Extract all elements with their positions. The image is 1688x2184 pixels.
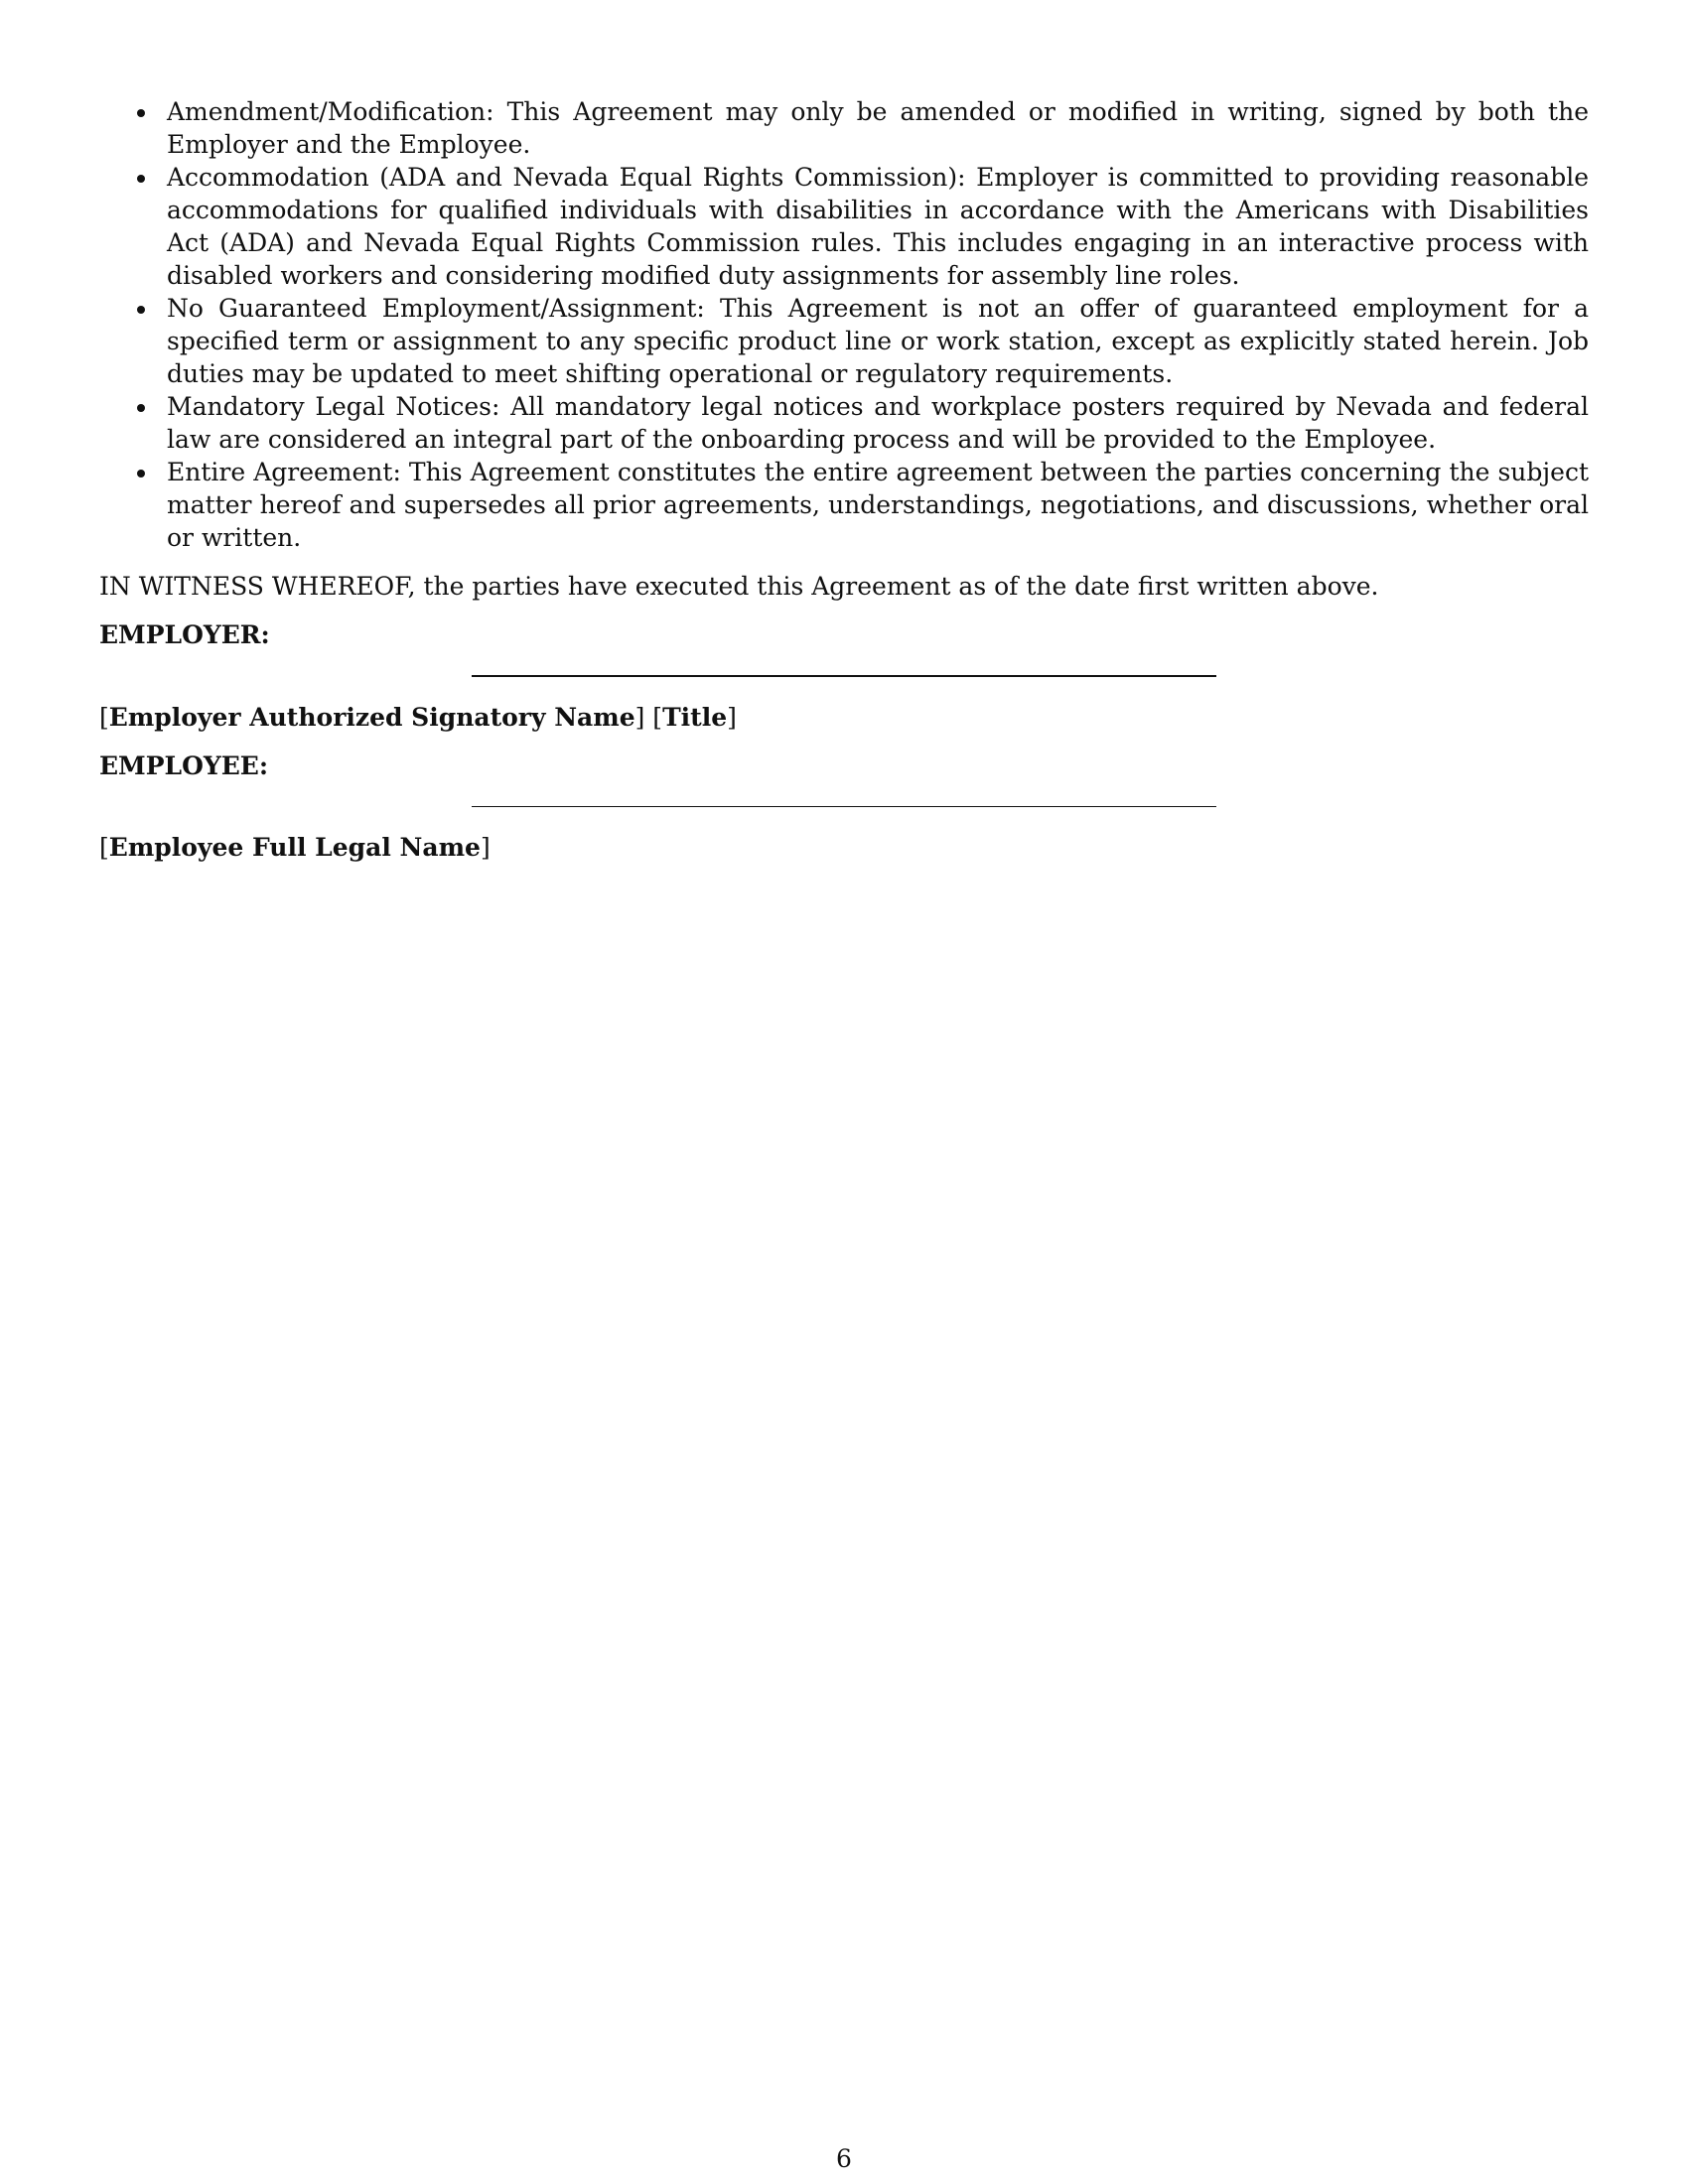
employer-title-placeholder: Title [662,703,728,732]
employer-name-placeholder: Employer Authorized Signatory Name [108,703,635,732]
list-item [99,292,1589,390]
bullet-icon [137,109,145,117]
term-text: No Guaranteed Employment/Assignment: This Agreement is not an offer of guaranteed employment for a specified term or assignment to any specific product line or work station, except as explicitly stated herein. Job duties may be updated to meet shifting operational or regulatory requirements. [167,294,1589,388]
witness-statement: IN WITNESS WHEREOF, the parties have executed this Agreement as of the date first written above. [99,572,1379,601]
term-text: Mandatory Legal Notices: All mandatory legal notices and workplace posters required by Nevada and federal law are considered an integral part of the onboarding process and will be provided to the Employee. [167,392,1589,454]
document-page [99,95,1589,864]
bullet-icon [137,470,145,478]
term-text: Amendment/Modification: This Agreement may only be amended or modified in writing, signed by both the Employer and the Employee. [167,97,1589,159]
bullet-icon [137,175,145,183]
term-text: Entire Agreement: This Agreement constitutes the entire agreement between the parties concerning the subject matter hereof and supersedes all prior agreements, understandings, negotiations, and discussions, whether oral or written. [167,458,1589,552]
employee-signature-line [472,806,1216,807]
employer-signature-line [472,675,1216,677]
employee-label: EMPLOYEE: [99,751,269,780]
list-item [99,390,1589,456]
list-item [99,456,1589,554]
bullet-icon [137,404,145,412]
employer-signatory: [Employer Authorized Signatory Name] [Title] [99,703,737,732]
employee-signatory: [Employee Full Legal Name] [99,833,491,862]
employee-name-placeholder: Employee Full Legal Name [108,833,481,862]
list-item [99,95,1589,161]
bullet-icon [137,306,145,314]
terms-list [99,95,1589,554]
page-number: 6 [836,2144,852,2173]
term-text: Accommodation (ADA and Nevada Equal Rights Commission): Employer is committed to providing reasonable accommodations for qualified individuals with disabilities in accordance with the Americans with Disabilities Act (ADA) and Nevada Equal Rights Commission rules. This includes engaging in an interactive process with disabled workers and considering modified duty assignments for assembly line roles. [167,163,1589,290]
employer-label: EMPLOYER: [99,620,270,649]
list-item [99,161,1589,292]
